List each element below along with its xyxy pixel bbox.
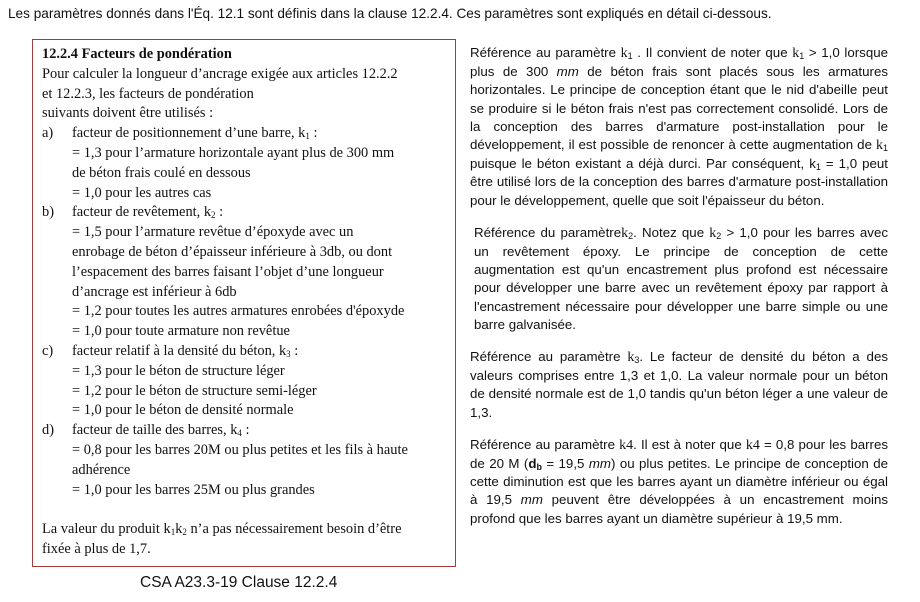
item-b-1: = 1,5 pour l’armature revêtue d’époxyde avec un xyxy=(72,224,354,241)
item-b-1d: d’ancrage est inférieur à 6db xyxy=(72,283,237,300)
item-c-3: = 1,0 pour le béton de densité normale xyxy=(72,402,294,419)
item-b-2: = 1,2 pour toutes les autres armatures enrobées d'époxyde xyxy=(72,303,405,320)
item-c-1: = 1,3 pour le béton de structure léger xyxy=(72,362,285,379)
item-d-1: = 0,8 pour les barres 20M ou plus petites et les fils à haute xyxy=(72,441,408,458)
item-b-1b: enrobage de béton d’épaisseur inférieure à 3db, ou dont xyxy=(72,243,393,260)
item-d-2: = 1,0 pour les barres 25M ou plus grandes xyxy=(72,481,315,498)
item-c-2: = 1,2 pour le béton de structure semi-léger xyxy=(72,382,317,399)
item-b-label: b) xyxy=(42,204,54,221)
note-k2: Référence du paramètrek$_2$. Notez que $k_2 > 1,0$ pour les barres avec un revêtement époxy. Le principe de conception de cette augmentation est qu'un encastrement plus profond est nécessaire pour développer une barre avec un revêtement époxy par rapport à l'encastrement nécessaire pour développer une barre simple ou une barre galvanisée. xyxy=(474,224,888,332)
item-c xyxy=(42,342,445,362)
clause-product-2: fixée à plus de 1,7. xyxy=(42,540,151,557)
clause-box xyxy=(32,39,456,567)
item-a-1b: de béton frais coulé en dessous xyxy=(72,164,251,181)
item-a-text: facteur de positionnement d’une barre, $k_1$ : xyxy=(72,125,318,142)
item-a-2: = 1,0 pour les autres cas xyxy=(72,184,212,201)
item-a-1: = 1,3 pour l’armature horizontale ayant plus de 300 mm xyxy=(72,144,395,161)
item-d-text: facteur de taille des barres, $k_4$ : xyxy=(72,422,250,439)
clause-title: 12.2.4 Facteurs de pondération xyxy=(42,46,232,62)
item-d-label: d) xyxy=(42,422,54,439)
item-d-1b: adhérence xyxy=(72,461,131,478)
intro-text: Les paramètres donnés dans l'Éq. 12.1 sont définis dans la clause 12.2.4. Ces paramètres sont expliqués en détail ci-dessous. xyxy=(8,6,772,21)
explanation-column xyxy=(470,44,888,542)
item-b xyxy=(42,203,445,223)
note-k3: Référence au paramètre $k_3$. Le facteur de densité du béton a des valeurs comprises entre 1,3 et 1,0. La valeur normale pour un béton de densité normale est de 1,0 tandis qu'un béton léger a une valeur de 1,3. xyxy=(470,349,888,420)
item-c-text: facteur relatif à la densité du béton, $k_3$ : xyxy=(72,342,299,359)
clause-intro-1: Pour calculer la longueur d’ancrage exigée aux articles 12.2.2 xyxy=(42,65,398,82)
clause-intro-3: suivants doivent être utilisés : xyxy=(42,105,214,122)
clause-product-1: La valeur du produit $k_1k_2$ n’a pas nécessairement besoin d’être xyxy=(42,521,402,538)
item-a-label: a) xyxy=(42,125,54,142)
item-b-1c: l’espacement des barres faisant l’objet d’une longueur xyxy=(72,263,384,280)
item-a xyxy=(42,124,445,144)
note-k1: Référence au paramètre $k_1$ . Il convient de noter que $k_1 > 1,0$ lorsque plus de 300 mm de béton frais sont placés sous les armatures horizontales. Le principe de conception étant que le nid d'abeille peut se produire si le béton frais n'est pas correctement consolidé. Lors de la conception des barres d'armature post-installation pour le développement, il est possible de renoncer à cette augmentation de $k_1$ puisque le béton existant a déjà durci. Par conséquent, $k_1 = 1,0$ peut être utilisé lors de la conception des barres d'armature post-installation pour le développement, quelle que soit l'épaisseur du béton. xyxy=(470,45,889,208)
note-k4: Référence au paramètre k4. Il est à noter que k4 = 0,8 pour les barres de 20 M ($d_b = 19,5$ mm) ou plus petites. Le principe de conception de cette diminution est que les barres ayant un diamètre inférieur ou égal à 19,5 mm peuvent être développées à un encastrement moins profond que les barres ayant un diamètre supérieur à 19,5 mm. xyxy=(470,436,889,526)
clause-intro-2: et 12.2.3, les facteurs de pondération xyxy=(42,85,254,102)
item-b-text: facteur de revêtement, $k_2$ : xyxy=(72,204,224,221)
item-c-label: c) xyxy=(42,342,54,359)
figure-caption: CSA A23.3-19 Clause 12.2.4 xyxy=(140,574,338,591)
item-d xyxy=(42,421,445,441)
item-b-3: = 1,0 pour toute armature non revêtue xyxy=(72,323,290,340)
